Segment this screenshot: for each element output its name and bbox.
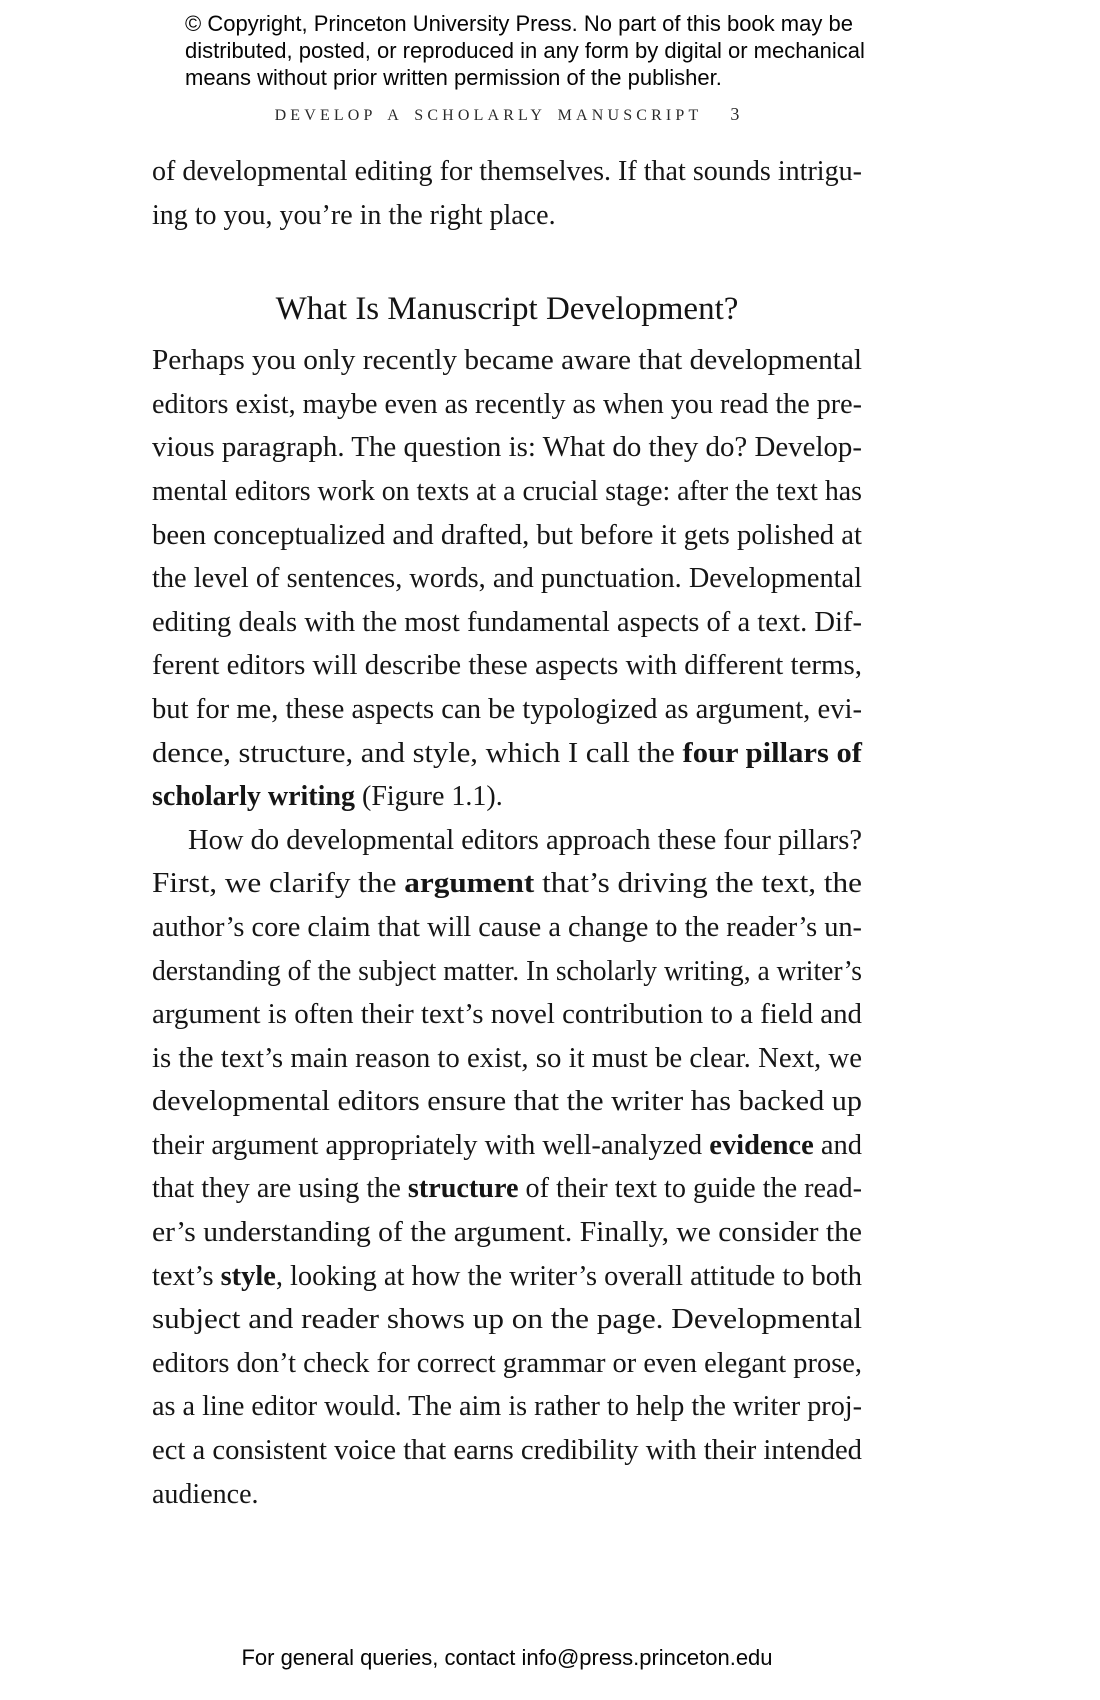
page-number: 3: [730, 104, 740, 124]
text-line: er’s understanding of the argument. Finally, we consider the: [152, 1217, 863, 1249]
copyright-notice: [185, 10, 865, 91]
text-line: their argument appropriately with well-analyzed evidence and: [152, 1129, 863, 1161]
text-line: Perhaps you only recently became aware that developmental: [152, 345, 862, 377]
paragraph: [152, 150, 862, 237]
running-head-title: DEVELOP A SCHOLARLY MANUSCRIPT: [274, 107, 703, 124]
text-line: author’s core claim that will cause a change to the reader’s un-: [152, 911, 862, 943]
text-line: ferent editors will describe these aspects with different terms,: [152, 650, 862, 682]
text-line: ing to you, you’re in the right place.: [152, 199, 556, 231]
copyright-line: means without prior written permission of the publisher.: [185, 65, 722, 90]
text-line: developmental editors ensure that the writer has backed up: [152, 1086, 862, 1118]
text-line: text’s style, looking at how the writer’s overall attitude to both: [152, 1260, 862, 1292]
body-text: [152, 150, 862, 1516]
text-line: dence, structure, and style, which I call the four pillars of: [152, 737, 862, 769]
text-line: of developmental editing for themselves. If that sounds intrigu-: [152, 156, 862, 187]
paragraph: [152, 819, 862, 1517]
text-line: subject and reader shows up on the page. Developmental: [152, 1304, 862, 1336]
text-line: been conceptualized and drafted, but before it gets polished at: [152, 519, 862, 551]
running-head: [152, 104, 862, 125]
text-line: argument is often their text’s novel contribution to a field and: [152, 999, 862, 1031]
text-line: vious paragraph. The question is: What do they do? Develop-: [152, 432, 863, 464]
text-line: but for me, these aspects can be typologized as argument, evi-: [152, 693, 862, 725]
copyright-line: © Copyright, Princeton University Press. No part of this book may be: [185, 11, 853, 36]
section-heading: What Is Manuscript Development?: [275, 291, 739, 328]
paragraph: [152, 339, 862, 819]
text-line: as a line editor would. The aim is rather to help the writer proj-: [152, 1391, 862, 1423]
text-line: is the text’s main reason to exist, so it must be clear. Next, we: [152, 1042, 862, 1074]
text-line: editors don’t check for correct grammar or even elegant prose,: [152, 1347, 863, 1379]
text-line: mental editors work on texts at a crucial stage: after the text has: [152, 475, 862, 507]
text-line: editing deals with the most fundamental aspects of a text. Dif-: [152, 606, 862, 638]
text-line: derstanding of the subject matter. In scholarly writing, a writer’s: [152, 955, 862, 987]
text-line: How do developmental editors approach these four pillars?: [188, 824, 862, 856]
text-line: ect a consistent voice that earns credibility with their intended: [152, 1435, 863, 1467]
text-line: audience.: [152, 1478, 259, 1510]
text-line: editors exist, maybe even as recently as when you read the pre-: [152, 388, 862, 420]
text-line: scholarly writing (Figure 1.1).: [152, 781, 503, 813]
text-line: First, we clarify the argument that’s driving the text, the: [152, 868, 863, 900]
copyright-line: distributed, posted, or reproduced in any form by digital or mechanical: [185, 38, 865, 63]
text-line: that they are using the structure of their text to guide the read-: [152, 1173, 862, 1205]
text-line: the level of sentences, words, and punctuation. Developmental: [152, 563, 862, 595]
footer-contact: For general queries, contact info@press.princeton.edu: [241, 1645, 773, 1670]
